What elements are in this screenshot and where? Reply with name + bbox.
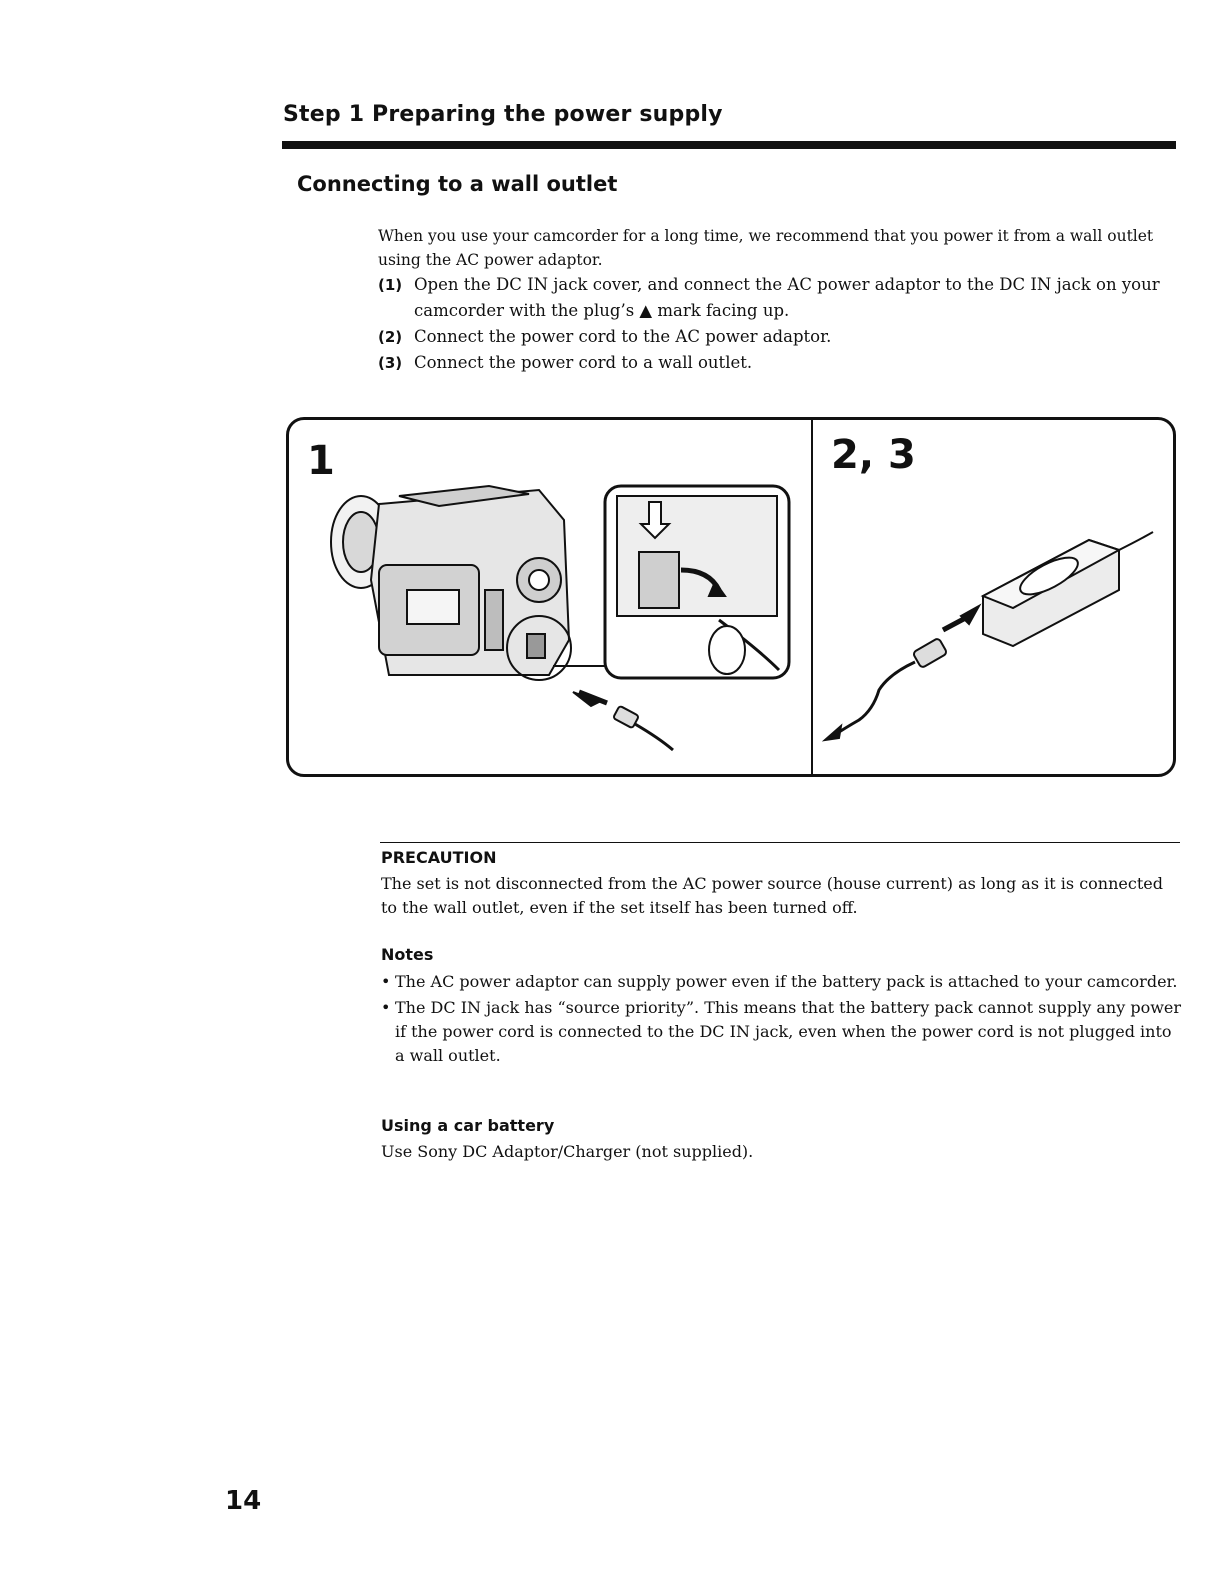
instruction-steps xyxy=(378,272,1178,376)
step-text: Connect the power cord to the AC power adaptor. xyxy=(414,327,832,346)
panel-divider xyxy=(811,420,813,774)
step-item-3 xyxy=(378,350,1178,376)
panel-label-1: 1 xyxy=(307,438,335,484)
note-item: • The DC IN jack has “source priority”. This means that the battery pack cannot supply any power if the power cord is connected to the DC IN jack, even when the power cord is not plugged into a wall outlet. xyxy=(381,996,1181,1068)
step-title-rule xyxy=(282,141,1176,149)
dc-plug-drawing xyxy=(573,692,673,750)
notes-list xyxy=(381,970,1181,1068)
step-item-2 xyxy=(378,324,1178,350)
connection-illustration xyxy=(286,417,1176,777)
car-battery-heading: Using a car battery xyxy=(381,1116,555,1135)
camcorder-drawing xyxy=(331,486,571,680)
step-title: Step 1 Preparing the power supply xyxy=(283,102,723,127)
power-cord-drawing xyxy=(825,638,947,740)
panel-label-2-3: 2, 3 xyxy=(831,432,916,478)
note-item: • The AC power adaptor can supply power even if the battery pack is attached to your camcorder. xyxy=(381,970,1181,994)
page-number: 14 xyxy=(225,1486,262,1516)
step-number: (3) xyxy=(378,354,403,372)
ac-adaptor-drawing xyxy=(943,532,1153,646)
step-number: (1) xyxy=(378,276,403,294)
step-item-1 xyxy=(378,272,1178,324)
step-text: Connect the power cord to a wall outlet. xyxy=(414,353,753,372)
step-text: Open the DC IN jack cover, and connect the AC power adaptor to the DC IN jack on your camcorder with the plug’s ▲ mark facing up. xyxy=(414,275,1160,320)
notes-heading: Notes xyxy=(381,945,434,964)
intro-paragraph: When you use your camcorder for a long time, we recommend that you power it from a wall outlet using the AC power adaptor. xyxy=(378,227,1154,269)
illustration-drawing xyxy=(289,420,1176,777)
section-title: Connecting to a wall outlet xyxy=(297,172,618,196)
precaution-heading: PRECAUTION xyxy=(381,848,497,867)
step-number: (2) xyxy=(378,328,403,346)
car-battery-text: Use Sony DC Adaptor/Charger (not supplied). xyxy=(381,1142,754,1161)
dc-in-jack-inset xyxy=(553,486,789,678)
precaution-rule xyxy=(380,842,1180,843)
precaution-text: The set is not disconnected from the AC power source (house current) as long as it is connected to the wall outlet, even if the set itself has been turned off. xyxy=(381,874,1163,917)
